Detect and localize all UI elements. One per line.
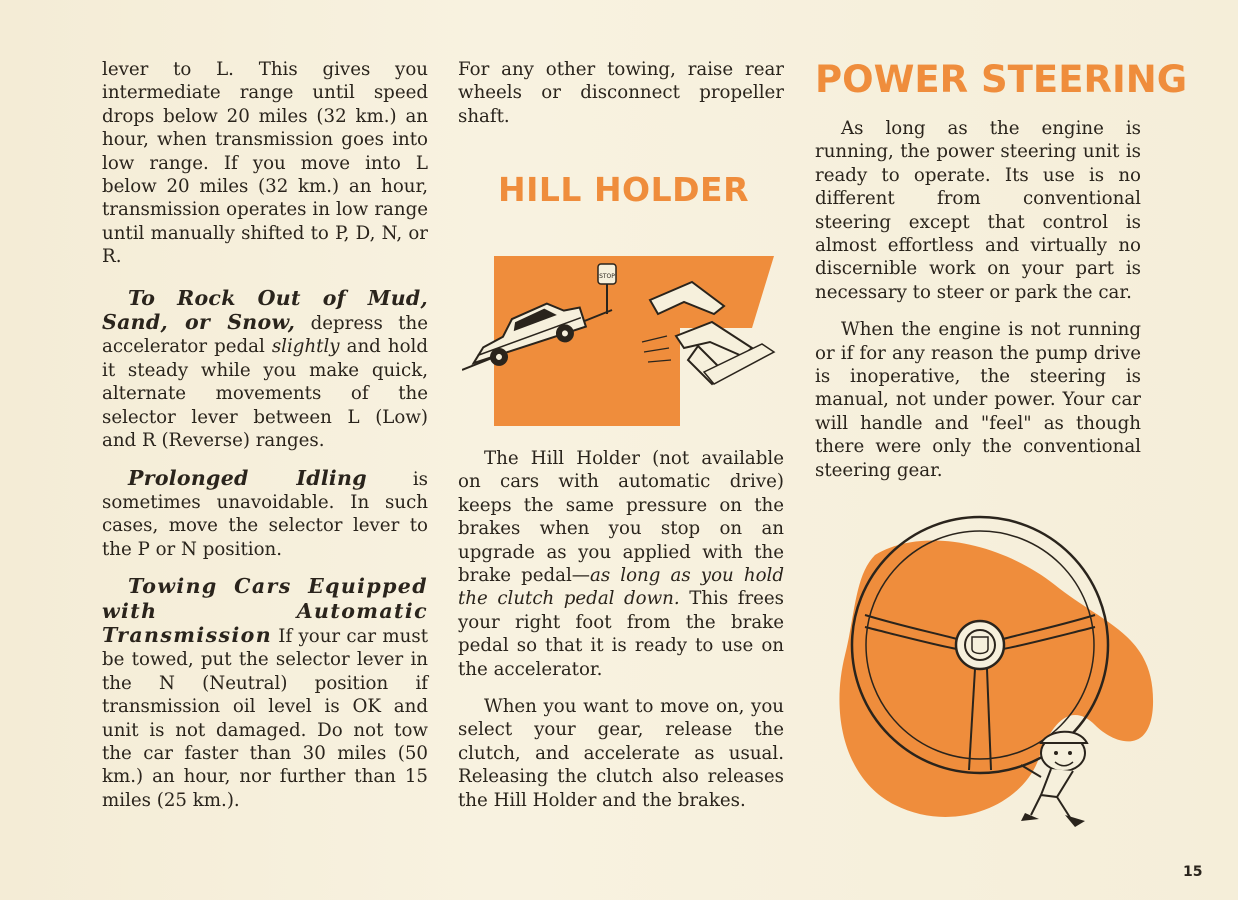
hill-holder-heading: HILL HOLDER (498, 170, 749, 209)
steering-wheel-illustration (835, 515, 1160, 835)
towing-lead: Towing Cars Equipped with Automatic Transmission (102, 574, 428, 647)
power-steering-text (815, 117, 1141, 482)
paragraph-power-steering: As long as the engine is running, the power steering unit is ready to operate. Its use is no different from conventional steering except that control is almost effortless and virtually no discernible work on your part is necessary to steer or park the car. (815, 118, 1141, 303)
hill-holder-illustration (462, 252, 782, 430)
paragraph-move-on: When you want to move on, you select your gear, release the clutch, and accelerate as usual. Releasing the clutch also releases the Hill Holder and the brakes. (458, 696, 784, 811)
page-number: 15 (1183, 864, 1203, 880)
column-2 (458, 58, 784, 128)
paragraph-towing: Towing Cars Equipped with Automatic Transmission If your car must be towed, put the selector lever in the N (Neutral) position if transmission oil level is OK and unit is not damaged. Do not tow the car faster than 30 miles (50 km.) an hour, nor further than 15 miles (25 km.). (102, 574, 428, 811)
steering-hub-icon (956, 621, 1004, 669)
column-1 (102, 58, 428, 812)
paragraph-low-range: lever to L. This gives you intermediate range until speed drops below 20 miles (32 km.) an hour, when transmission goes into low range. If you move into L below 20 miles (32 km.) an hour, transmission operates in low range until manually shifted to P, D, N, or R. (102, 59, 428, 268)
paragraph-other-towing: For any other towing, raise rear wheels or disconnect propeller shaft. (458, 59, 784, 127)
rock-out-lead: To Rock Out of Mud, Sand, or Snow, (102, 285, 428, 335)
paragraph-hill-holder: The Hill Holder (not available on cars with automatic drive) keeps the same pressure on the brakes when you stop on an upgrade as you applied with the brake pedal—as long as you hold the clutch pedal down. This frees your right foot from the brake pedal so that it is ready to use on the accelerator. (458, 448, 785, 680)
paragraph-engine-not-running: When the engine is not running or if for any reason the pump drive is inoperative, the steering is manual, not under power. Your car will handle and "feel" as though there were only the conventional steering gear. (815, 319, 1141, 481)
idling-lead: Prolonged Idling (128, 465, 367, 490)
paragraph-idling: Prolonged Idling is sometimes unavoidable. In such cases, move the selector lever to the P or N position. (102, 465, 429, 560)
paragraph-rock-out: To Rock Out of Mud, Sand, or Snow, depress the accelerator pedal slightly and hold it steady while you make quick, alternate movements of the selector lever between L (Low) and R (Reverse) ranges. (102, 285, 428, 452)
power-steering-heading: POWER STEERING (815, 58, 1188, 101)
orange-swoosh-shape (839, 541, 1153, 817)
stop-sign-label: STOP (599, 273, 615, 280)
hill-holder-text (458, 447, 784, 812)
